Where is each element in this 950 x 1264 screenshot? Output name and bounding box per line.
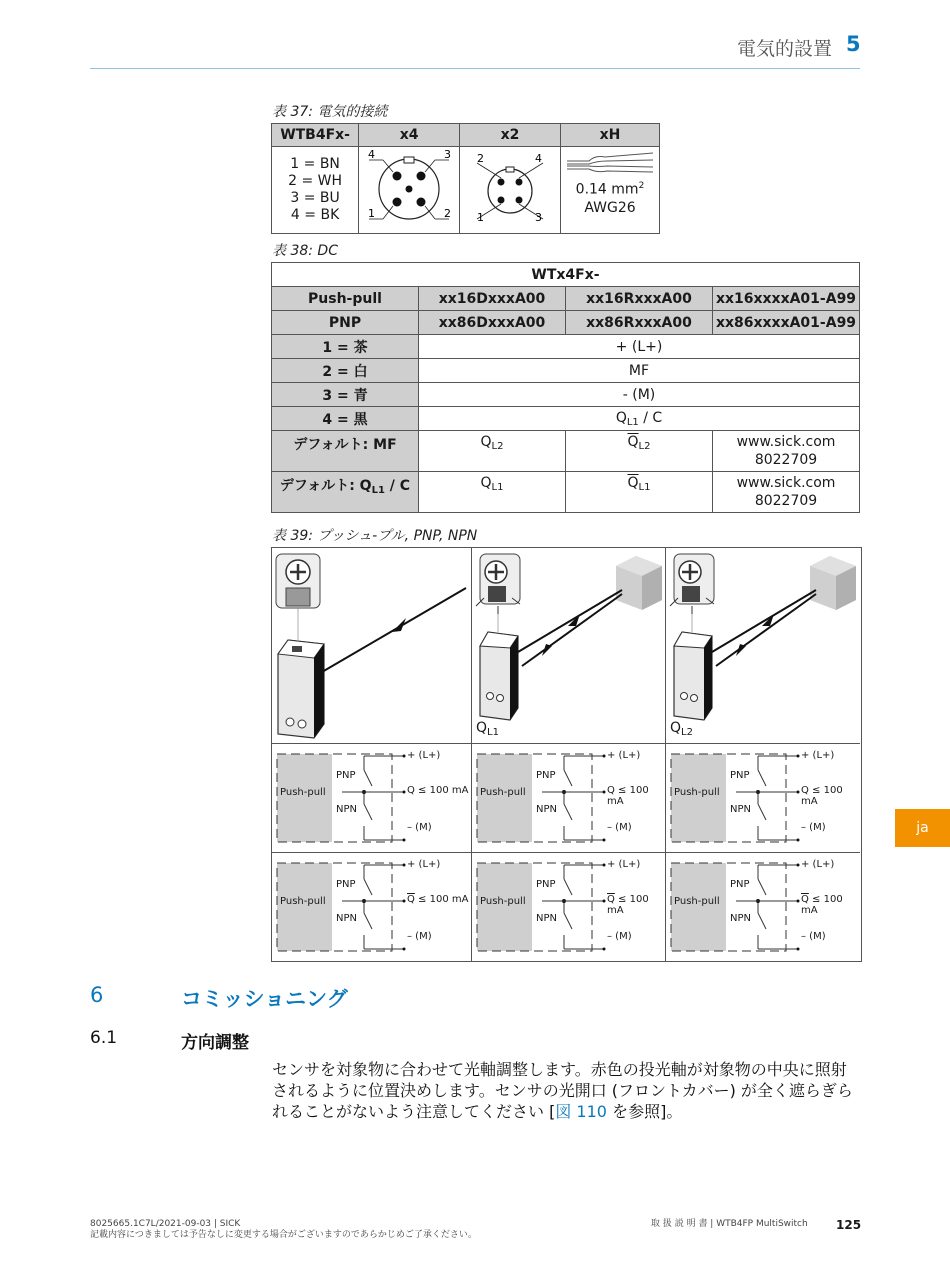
section-number: 6 — [90, 983, 104, 1007]
body-paragraph: センサを対象物に合わせて光軸調整します。赤色の投光軸が対象物の中央に照射されるように位置決めします。センサの光開口 (フロントカバー) が全く遮らぎられることがないよう注意してください [図 110 を参照]。 — [272, 1060, 853, 1121]
t38-row-label: PNP — [272, 311, 419, 335]
q-output-label: Q ≤ 100 mA — [407, 785, 469, 796]
svg-text:1: 1 — [368, 207, 376, 220]
label-ql2: $Q_{L2}$ — [670, 720, 693, 738]
svg-text:3: 3 — [535, 211, 543, 224]
pnp-label: PNP — [730, 770, 750, 781]
pnp-label: PNP — [336, 879, 356, 890]
lplus-label: + (L+) — [801, 859, 835, 870]
table37-caption: 表 37: 電気的接続 — [272, 104, 388, 120]
section-title: コミッショニング — [181, 987, 348, 1011]
npn-label: NPN — [536, 913, 557, 924]
push-pull-label: Push-pull — [480, 787, 526, 798]
npn-label: NPN — [730, 913, 751, 924]
figure-link[interactable]: 図 110 — [555, 1102, 607, 1121]
t38-row-label: Push-pull — [272, 287, 419, 311]
sensor-no-object-cell — [272, 548, 472, 744]
m-label: – (M) — [801, 931, 826, 942]
lplus-label: + (L+) — [607, 750, 641, 761]
switch-circuit-icon — [276, 857, 469, 957]
m-label: – (M) — [801, 822, 826, 833]
lplus-label: + (L+) — [801, 750, 835, 761]
m12-4pin-connector-icon — [360, 147, 458, 229]
m-label: – (M) — [607, 931, 632, 942]
cable-wires-icon — [561, 147, 659, 173]
circuit-diagram-cell — [472, 744, 666, 853]
t37-header-xh: xH — [561, 124, 660, 147]
pnp-label: PNP — [536, 770, 556, 781]
header-rule — [90, 68, 860, 69]
circuit-diagram-cell — [666, 744, 860, 853]
table39-caption: 表 39: プッシュ-プル, PNP, NPN — [272, 528, 478, 544]
pnp-label: PNP — [536, 879, 556, 890]
svg-text:3: 3 — [444, 148, 452, 161]
subsection-number: 6.1 — [90, 1028, 118, 1048]
sensor-object-illustration-icon — [472, 548, 665, 743]
qbar-output-label: $\overline{Q} \le 100$ mA — [801, 894, 843, 916]
push-pull-label: Push-pull — [280, 896, 326, 907]
m-label: – (M) — [607, 822, 632, 833]
table38: WTx4Fx- Push-pull xx16DxxxA00 xx16RxxxA00 xx16xxxxA01-A99 PNP xx86DxxxA00 xx86RxxxA00 xx86xxxxA01-A99 1 = 茶 + (L+) 2 = 白 MF 3 = 青 - (M) 4 = 黒 $Q_{L1}$ / C デフォルト: MF $Q_{L2}$ $\overline{Q}_{L2}$ www.sick.com 8022709 デフォルト: $Q_{L1}$ / C $Q_{L1}$ $\overline{Q}_{L1}$ www.sick.com 8022709 — [271, 262, 860, 513]
lplus-label: + (L+) — [607, 859, 641, 870]
header-chapter-title: 電気的設置 — [736, 38, 832, 60]
circuit-diagram-cell — [472, 853, 666, 961]
svg-text:4: 4 — [535, 152, 543, 165]
header-chapter-number: 5 — [846, 32, 861, 56]
sensor-illustration-icon — [272, 548, 471, 743]
lplus-label: + (L+) — [407, 750, 441, 761]
push-pull-label: Push-pull — [280, 787, 326, 798]
svg-text:1: 1 — [477, 211, 485, 224]
t37-header-x2: x2 — [460, 124, 561, 147]
sensor-ql2-cell — [666, 548, 860, 744]
q-output-label: Q ≤ 100 mA — [607, 785, 649, 807]
t37-x4-connector — [359, 147, 460, 234]
push-pull-label: Push-pull — [480, 896, 526, 907]
npn-label: NPN — [336, 804, 357, 815]
t37-header-x4: x4 — [359, 124, 460, 147]
t37-xh-cable: 0.14 $mm^2$ AWG26 — [561, 147, 660, 234]
q-output-label: Q ≤ 100 mA — [801, 785, 843, 807]
qbar-output-label: $\overline{Q} \le 100$ mA — [407, 894, 469, 905]
circuit-diagram-cell — [666, 853, 860, 961]
m-label: – (M) — [407, 822, 432, 833]
t37-x2-connector — [460, 147, 561, 234]
table39-figure-grid — [271, 547, 862, 962]
qbar-output-label: $\overline{Q} \le 100$ mA — [607, 894, 649, 916]
table38-caption: 表 38: DC — [272, 243, 338, 259]
footer-manual-title: 取 扱 説 明 書 | WTB4FP MultiSwitch — [651, 1219, 808, 1229]
circuit-diagram-cell — [272, 853, 472, 961]
m8-4pin-connector-icon — [461, 147, 559, 229]
npn-label: NPN — [730, 804, 751, 815]
npn-label: NPN — [336, 913, 357, 924]
subsection-title: 方向調整 — [181, 1033, 249, 1053]
pnp-label: PNP — [336, 770, 356, 781]
page-number: 125 — [836, 1218, 862, 1232]
footer-doc-info: 8025665.1C7L/2021-09-03 | SICK 記載内容につきましては予告なしに変更する場合がございますのであらかじめご了承ください。 — [90, 1219, 477, 1240]
m-label: – (M) — [407, 931, 432, 942]
pnp-label: PNP — [730, 879, 750, 890]
lplus-label: + (L+) — [407, 859, 441, 870]
sensor-ql1-cell — [472, 548, 666, 744]
t38-title: WTx4Fx- — [272, 263, 860, 287]
table37 — [271, 123, 660, 234]
svg-text:2: 2 — [477, 152, 485, 165]
svg-text:4: 4 — [368, 148, 376, 161]
svg-text:2: 2 — [444, 207, 452, 220]
switch-circuit-icon — [276, 748, 469, 848]
language-tab-ja[interactable]: ja — [895, 809, 950, 847]
push-pull-label: Push-pull — [674, 787, 720, 798]
sensor-object-illustration-icon — [666, 548, 859, 743]
t37-header-model: WTB4Fx- — [272, 124, 359, 147]
npn-label: NPN — [536, 804, 557, 815]
label-ql1: $Q_{L1}$ — [476, 720, 499, 738]
circuit-diagram-cell — [272, 744, 472, 853]
push-pull-label: Push-pull — [674, 896, 720, 907]
t37-pin-list: 1 = BN 2 = WH 3 = BU 4 = BK — [272, 147, 359, 234]
